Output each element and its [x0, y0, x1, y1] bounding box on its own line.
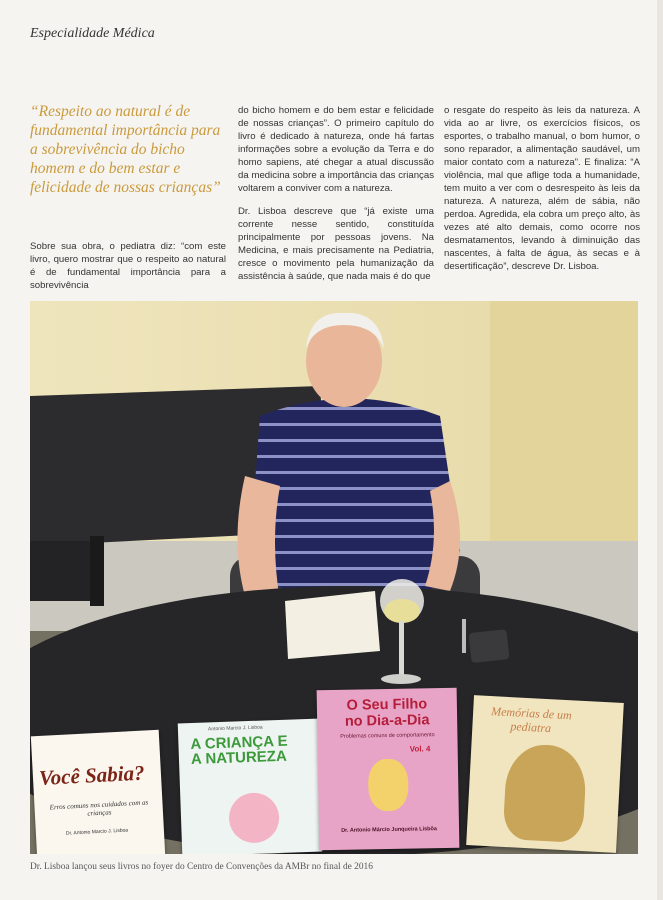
book-title-line: no Dia-a-Dia [344, 712, 430, 730]
section-title: Especialidade Médica [30, 26, 155, 41]
paragraph: do bicho homem e do bem estar e felicidade de nossas crianças”. O primeiro capítulo do livro é dedicado à natureza, onde há fartas informações sobre a evolução da Terra e do homo sapiens, até chegar a atual discussão da medicina sobre a importância das crianças voltarem a conviver com a natureza. [238, 105, 434, 194]
book-title: Você Sabia? [38, 760, 146, 791]
paragraph: o resgate do respeito às leis da natureza. A vida ao ar livre, os exercícios físicos, os esportes, o trabalho manual, o bom humor, o sono reparador, a alimentação saudável, um maior contato com a natureza”. E finaliza: “A violência, mal que aflige toda a humanidade, tem muito a ver com o desrespeito às leis da natureza. A natureza, além de sábia, não perdoa. Agredida, ela cobra um preço alto, às vezes até alto demais, como ocorre nos desmatamentos, levando à diminuição das nascentes, à falta de água, às secas e à desertificação”, descreve Dr. Lisboa. [444, 105, 640, 272]
book-title-line: pediatra [510, 719, 552, 736]
book-subtitle: Erros comuns nos cuidados com as crianças [49, 798, 149, 818]
pull-quote: “Respeito ao natural é de fundamental importância para a sobrevivência do bicho homem e do bem estar e felicidade de nossas crianças” [30, 103, 221, 196]
book-crianca-natureza [178, 719, 323, 854]
children-illustration [228, 792, 280, 844]
child-portrait-illustration [503, 743, 588, 843]
book-title [490, 704, 572, 736]
book-title [325, 696, 450, 730]
book-memorias [466, 695, 624, 853]
article-column-2 [238, 104, 434, 293]
book-volume: Vol. 4 [409, 744, 431, 754]
paragraph: Dr. Lisboa descreve que “já existe uma corrente nesse sentido, constituída principalmente por pessoas jovens. Na Medicina, e mais precisamente na Pediatria, cresce o movimento pela humanização da assistência à saúde, que nada mais é do que [238, 206, 434, 282]
book-author: Antonio Marcio J. Lisboa [207, 724, 263, 733]
book-author: Dr. Antonio Marcio J. Lisboa [65, 827, 129, 837]
photo-caption: Dr. Lisboa lançou seus livros no foyer do Centro de Convenções da AMBr no final de 2016 [30, 862, 373, 872]
book-title-line: A NATUREZA [190, 747, 288, 769]
article-column-3 [444, 104, 640, 283]
article-column-1 [30, 240, 226, 302]
paragraph: Sobre sua obra, o pediatra diz: “com este livro, quero mostrar que o respeito ao natural é de fundamental importância para a sobrevivência [30, 241, 226, 291]
clown-illustration [368, 759, 409, 812]
book-subtitle: Problemas comuns de comportamento [340, 732, 435, 740]
book-title-line: Memórias de um [490, 704, 573, 723]
page-edge [657, 0, 663, 900]
book-title [190, 734, 288, 767]
book-author: Dr. Antonio Márcio Junqueira Lisbôa [341, 826, 437, 834]
book-title-line: A CRIANÇA E [190, 732, 288, 754]
book-seu-filho [317, 688, 460, 850]
event-photo [30, 301, 638, 854]
book-title-line: O Seu Filho [346, 696, 428, 714]
book-voce-sabia [31, 730, 165, 854]
